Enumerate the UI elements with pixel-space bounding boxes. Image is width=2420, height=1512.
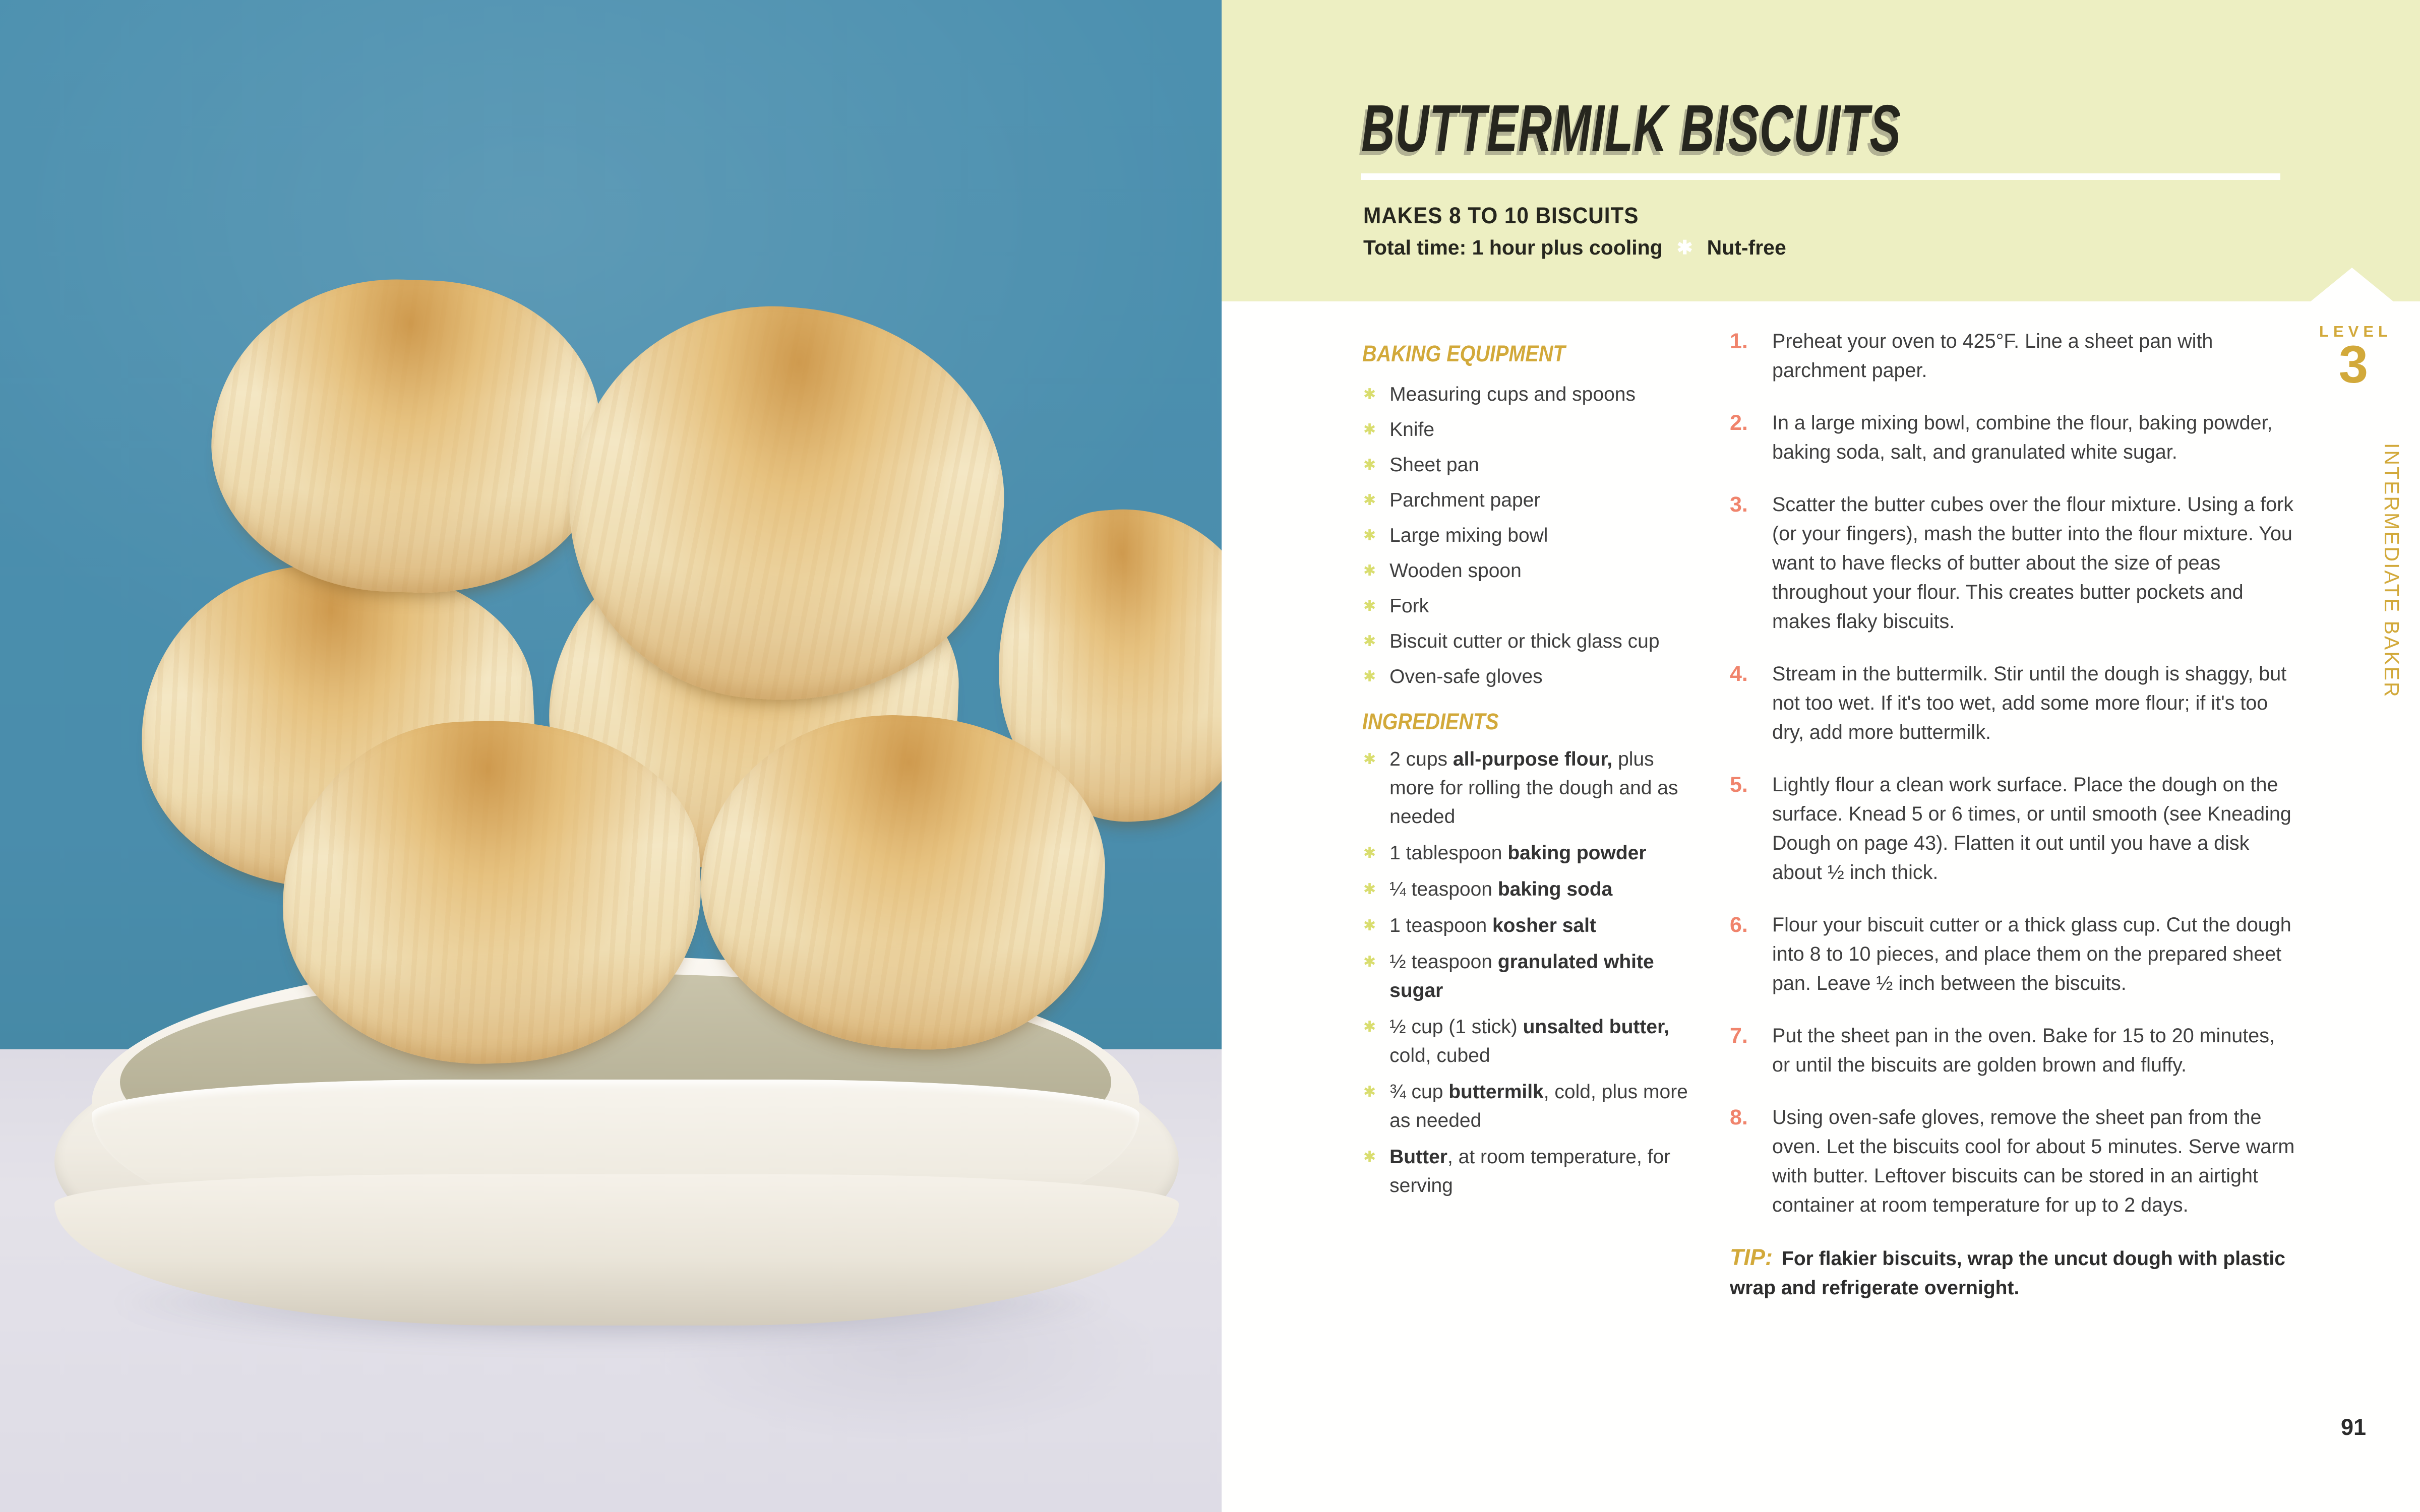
equipment-item bbox=[1363, 448, 1711, 483]
ingredient-item-text: ½ teaspoon granulated white sugar bbox=[1389, 951, 1654, 1001]
bullet-asterisk-icon: ✱ bbox=[1363, 1019, 1376, 1035]
step-text: Scatter the butter cubes over the flour mixture. Using a fork (or your fingers), mash the butter into the flour mixture. You want to have flecks of butter about the size of peas throughout your flour. This creates butter pockets and makes flaky biscuits. bbox=[1772, 493, 2294, 633]
equipment-item bbox=[1363, 624, 1711, 659]
recipe-step bbox=[1730, 1021, 2297, 1080]
separator-asterisk-icon: ✱ bbox=[1676, 237, 1693, 259]
recipe-step bbox=[1730, 910, 2297, 998]
bullet-asterisk-icon: ✱ bbox=[1363, 633, 1376, 650]
ingredient-item-text: ½ cup (1 stick) unsalted butter, cold, cubed bbox=[1389, 1016, 1669, 1066]
recipe-step bbox=[1730, 659, 2297, 747]
step-number: 3. bbox=[1730, 492, 1748, 517]
equipment-item-text: Fork bbox=[1389, 595, 1429, 617]
equipment-item bbox=[1363, 483, 1711, 518]
bullet-asterisk-icon: ✱ bbox=[1363, 421, 1376, 438]
tip-text: For flakier biscuits, wrap the uncut dough with plastic wrap and refrigerate overnight. bbox=[1730, 1248, 2285, 1299]
equipment-item bbox=[1363, 659, 1711, 695]
equipment-list bbox=[1363, 377, 1711, 695]
page-number: 91 bbox=[2340, 1414, 2367, 1440]
equipment-item-text: Oven-safe gloves bbox=[1389, 666, 1543, 687]
level-label: LEVEL bbox=[2319, 323, 2392, 340]
recipe-meta bbox=[1363, 236, 1786, 260]
recipe-step bbox=[1730, 770, 2297, 887]
ingredient-item bbox=[1363, 839, 1696, 867]
ingredient-item bbox=[1363, 911, 1696, 940]
ingredient-item-text: ¾ cup buttermilk, cold, plus more as needed bbox=[1389, 1081, 1688, 1131]
bullet-asterisk-icon: ✱ bbox=[1363, 562, 1376, 579]
bullet-asterisk-icon: ✱ bbox=[1363, 917, 1376, 934]
step-text: In a large mixing bowl, combine the flour, baking powder, baking soda, salt, and granulated white sugar. bbox=[1772, 412, 2273, 463]
step-text: Flour your biscuit cutter or a thick glass cup. Cut the dough into 8 to 10 pieces, and place them on the prepared sheet pan. Leave ½ inch between the biscuits. bbox=[1772, 914, 2291, 994]
recipe-step bbox=[1730, 327, 2297, 385]
equipment-item bbox=[1363, 553, 1711, 589]
equipment-item-text: Sheet pan bbox=[1389, 454, 1479, 476]
bullet-asterisk-icon: ✱ bbox=[1363, 1149, 1376, 1165]
ingredient-item bbox=[1363, 948, 1696, 1005]
ribbon-chevron-icon bbox=[2311, 268, 2393, 301]
equipment-item-text: Knife bbox=[1389, 419, 1435, 440]
bullet-asterisk-icon: ✱ bbox=[1363, 457, 1376, 473]
bullet-asterisk-icon: ✱ bbox=[1363, 386, 1376, 403]
tip-label: TIP: bbox=[1730, 1244, 1773, 1270]
level-number: 3 bbox=[2338, 335, 2369, 394]
bullet-asterisk-icon: ✱ bbox=[1363, 881, 1376, 898]
step-number: 8. bbox=[1730, 1105, 1748, 1129]
bullet-asterisk-icon: ✱ bbox=[1363, 527, 1376, 544]
ingredient-item bbox=[1363, 875, 1696, 904]
recipe-step bbox=[1730, 1103, 2297, 1220]
step-text: Using oven-safe gloves, remove the sheet pan from the oven. Let the biscuits cool for about 5 minutes. Serve warm with butter. Leftover biscuits can be stored in an airtight container at room temperature for up to 2 days. bbox=[1772, 1106, 2295, 1216]
equipment-item-text: Large mixing bowl bbox=[1389, 525, 1548, 546]
step-number: 4. bbox=[1730, 662, 1748, 686]
title-divider bbox=[1361, 173, 2280, 180]
ingredients-heading: INGREDIENTS bbox=[1362, 709, 1499, 734]
ingredient-item-text: 1 tablespoon baking powder bbox=[1389, 842, 1647, 864]
equipment-item bbox=[1363, 518, 1711, 553]
recipe-step bbox=[1730, 490, 2297, 636]
bullet-asterisk-icon: ✱ bbox=[1363, 1084, 1376, 1100]
ingredient-item bbox=[1363, 1013, 1696, 1070]
tip-block bbox=[1730, 1243, 2297, 1303]
recipe-page bbox=[1222, 0, 2420, 1512]
yield-text: MAKES 8 TO 10 BISCUITS bbox=[1363, 203, 1639, 228]
equipment-item bbox=[1363, 412, 1711, 448]
bullet-asterisk-icon: ✱ bbox=[1363, 751, 1376, 768]
ingredient-item bbox=[1363, 745, 1696, 831]
step-number: 5. bbox=[1730, 773, 1748, 797]
ingredient-item-text: ¼ teaspoon baking soda bbox=[1389, 878, 1613, 900]
bullet-asterisk-icon: ✱ bbox=[1363, 598, 1376, 614]
steps-column bbox=[1730, 327, 2297, 1303]
ingredient-item-text: 1 teaspoon kosher salt bbox=[1389, 915, 1596, 936]
equipment-item-text: Wooden spoon bbox=[1389, 560, 1522, 582]
bullet-asterisk-icon: ✱ bbox=[1363, 845, 1376, 861]
ingredients-list bbox=[1363, 745, 1696, 1208]
bullet-asterisk-icon: ✱ bbox=[1363, 954, 1376, 970]
total-time-text: Total time: 1 hour plus cooling bbox=[1363, 236, 1663, 259]
dietary-badge: Nut-free bbox=[1707, 236, 1786, 259]
equipment-heading: BAKING EQUIPMENT bbox=[1362, 341, 1565, 366]
step-text: Preheat your oven to 425°F. Line a sheet pan with parchment paper. bbox=[1772, 330, 2213, 382]
steps-list bbox=[1730, 327, 2297, 1220]
level-title-vertical: INTERMEDIATE BAKER bbox=[2380, 443, 2403, 699]
equipment-item-text: Measuring cups and spoons bbox=[1389, 384, 1636, 405]
bullet-asterisk-icon: ✱ bbox=[1363, 668, 1376, 685]
step-text: Put the sheet pan in the oven. Bake for 15 to 20 minutes, or until the biscuits are golden brown and fluffy. bbox=[1772, 1025, 2275, 1076]
step-number: 6. bbox=[1730, 913, 1748, 937]
step-text: Stream in the buttermilk. Stir until the dough is shaggy, but not too wet. If it's too wet, add some more flour; if it's too dry, add more buttermilk. bbox=[1772, 663, 2287, 743]
bullet-asterisk-icon: ✱ bbox=[1363, 492, 1376, 509]
ingredient-item-text: Butter, at room temperature, for serving bbox=[1389, 1146, 1671, 1196]
step-text: Lightly flour a clean work surface. Place the dough on the surface. Knead 5 or 6 times, or until smooth (see Kneading Dough on page 43). Flatten it out until you have a disk about ½ inch thick. bbox=[1772, 774, 2291, 884]
recipe-step bbox=[1730, 408, 2297, 467]
step-number: 2. bbox=[1730, 411, 1748, 435]
ingredient-item bbox=[1363, 1143, 1696, 1200]
equipment-item-text: Biscuit cutter or thick glass cup bbox=[1389, 631, 1660, 652]
equipment-item bbox=[1363, 589, 1711, 624]
page-title: BUTTERMILK BISCUITS bbox=[1361, 91, 1901, 165]
equipment-item bbox=[1363, 377, 1711, 412]
equipment-item-text: Parchment paper bbox=[1389, 489, 1541, 511]
ingredient-item-text: 2 cups all-purpose flour, plus more for rolling the dough and as needed bbox=[1389, 748, 1678, 828]
step-number: 7. bbox=[1730, 1024, 1748, 1048]
step-number: 1. bbox=[1730, 329, 1748, 353]
ingredient-item bbox=[1363, 1078, 1696, 1135]
